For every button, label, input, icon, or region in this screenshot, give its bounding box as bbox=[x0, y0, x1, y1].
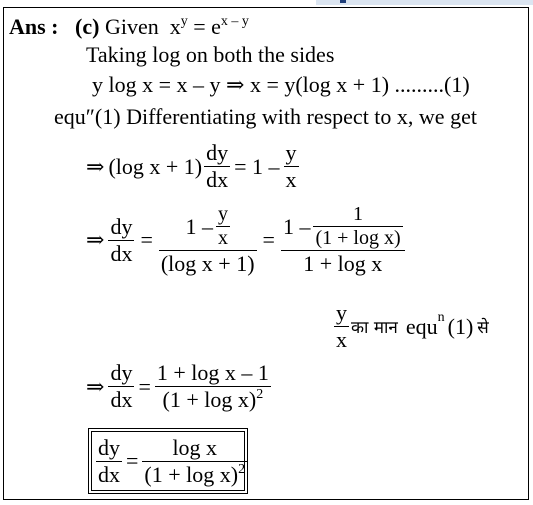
hindi-value-of: का मान bbox=[351, 318, 398, 338]
equals-sign: = bbox=[126, 448, 139, 473]
step-taking-log: Taking log on both the sides bbox=[86, 42, 335, 67]
fraction-dy-dx: $\frac{dy}{dx}$ bbox=[206, 140, 229, 192]
fraction-dy-dx: $\frac{dy}{dx}$ bbox=[98, 434, 120, 487]
answer-heading bbox=[9, 14, 249, 44]
implies-arrow: ⇒ bbox=[86, 153, 105, 179]
top-mark bbox=[340, 0, 346, 3]
given-base: x bbox=[169, 14, 181, 39]
given-rhs-exp: x – y bbox=[220, 14, 249, 29]
hindi-from: से bbox=[477, 318, 489, 338]
equation-simplified bbox=[86, 360, 271, 413]
fraction-right: 1 – $\frac{1}{\text{(1 + log x)}}$ 1 + log x bbox=[281, 203, 405, 277]
fraction-dy-dx: $\frac{dy}{dx}$ bbox=[110, 213, 133, 266]
equation-dy-dx-expanded bbox=[86, 203, 405, 277]
equals-one-minus: = 1 – bbox=[234, 153, 280, 179]
fraction-y-x: $\frac{y}{x}$ bbox=[217, 203, 228, 249]
fraction-dy-dx: $\frac{dy}{dx}$ bbox=[110, 360, 133, 412]
equals-sign-2: = bbox=[262, 227, 275, 252]
option-label: (c) bbox=[75, 14, 100, 39]
fraction-middle: 1 – $\frac{y}{x}$ (log x + 1) bbox=[160, 203, 255, 276]
fraction-final: $\frac{\text{log x}}{(1 + \log x)^2}$ bbox=[144, 434, 246, 487]
fraction-one-over: $\frac{1}{\text{(1 + log x)}}$ bbox=[315, 203, 401, 249]
substitution-note bbox=[334, 300, 489, 353]
implies-arrow: ⇒ bbox=[86, 373, 105, 399]
given-exp: y bbox=[180, 14, 188, 29]
implies-arrow: ⇒ bbox=[86, 227, 105, 252]
equ-label: equ bbox=[405, 313, 438, 339]
top-accent-strip bbox=[316, 0, 533, 5]
ans-label: Ans : bbox=[9, 14, 59, 39]
step-log-equation: y log x = x – y ⇒ x = y(log x + 1) .........(1) bbox=[92, 72, 470, 97]
step-differentiate: equ″(1) Differentiating with respect to x, we get bbox=[54, 104, 477, 129]
lhs-factor: (log x + 1) bbox=[108, 153, 203, 179]
fraction-y-x: $\frac{y}{x}$ bbox=[336, 300, 347, 352]
given-eq: = e bbox=[187, 14, 221, 39]
equ-ref: (1) bbox=[447, 313, 474, 339]
fraction-y-x: $\frac{y}{x}$ bbox=[285, 140, 297, 192]
final-answer-box bbox=[88, 428, 248, 494]
equals-sign: = bbox=[138, 373, 151, 399]
fraction-result: $\frac{\text{1 + log x – 1}}{(1 + \log x)^2}$ bbox=[156, 360, 269, 412]
equ-sup: n bbox=[437, 309, 445, 325]
equals-sign: = bbox=[140, 227, 153, 252]
given-label: Given bbox=[104, 14, 159, 39]
equation-derivative bbox=[86, 140, 299, 193]
